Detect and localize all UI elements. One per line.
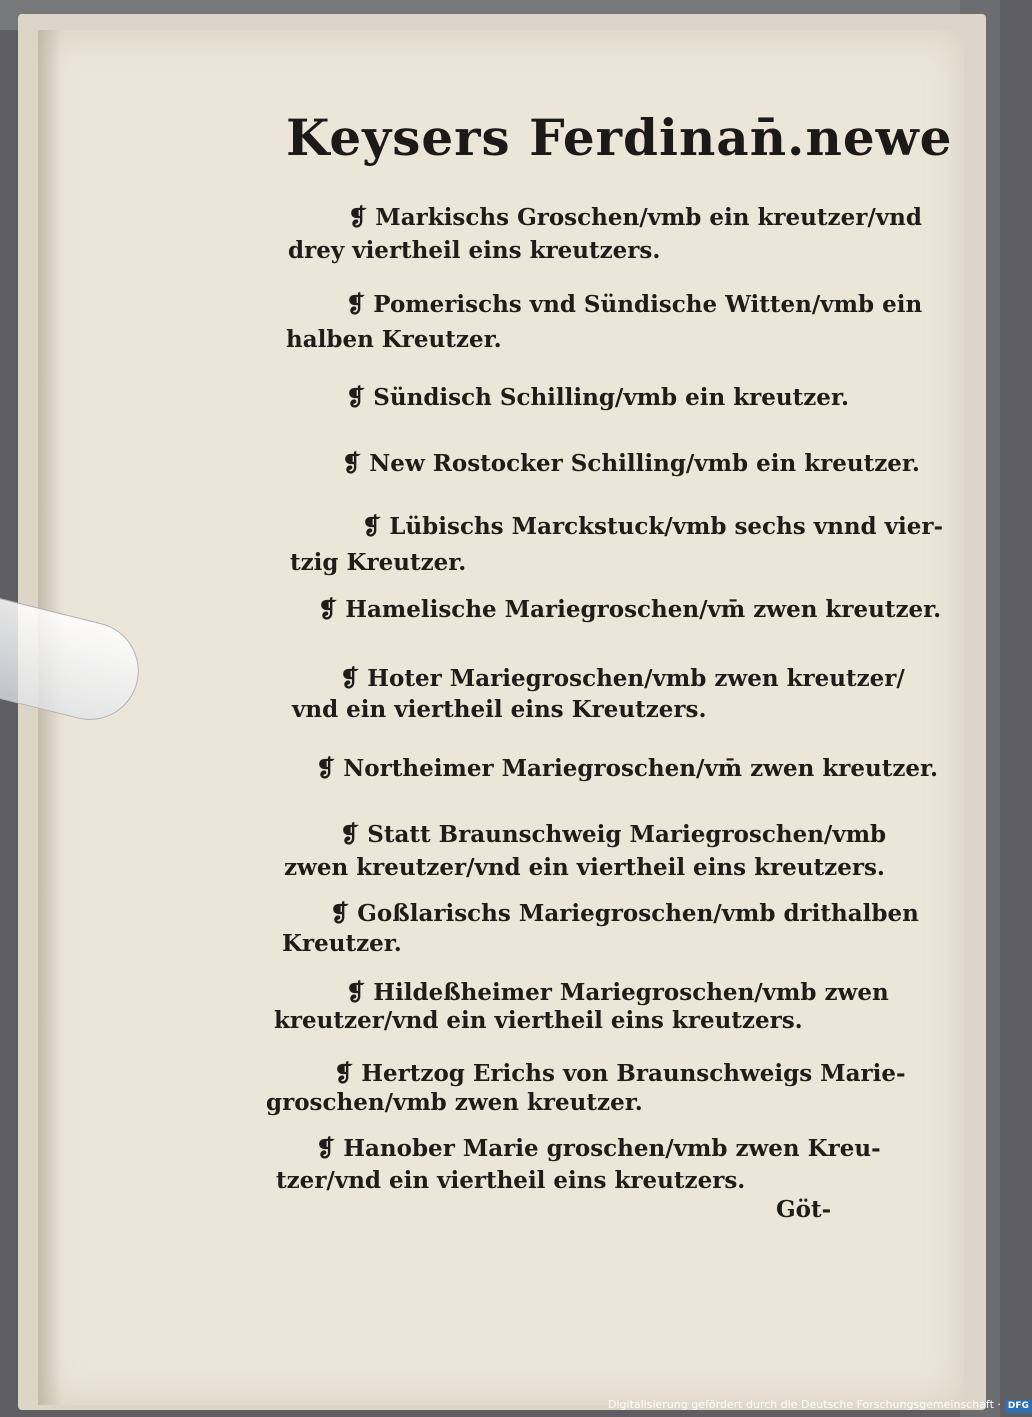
entry-text: Northeimer Mariegroschen/vm̄ zwen kreutzer.	[343, 755, 939, 782]
entry-text: Lübischs Marckstuck/vmb sechs vnnd vier-	[389, 513, 944, 540]
entry-5-line-1	[362, 509, 943, 545]
entry-text: Statt Braunschweig Mariegroschen/vmb	[367, 821, 887, 848]
page-heading: Keysers Ferdinan̄.newe	[286, 108, 953, 167]
digitization-footer	[608, 1396, 1029, 1414]
entry-text: Hildeßheimer Mariegroschen/vmb zwen	[373, 979, 889, 1006]
entry-10-line-1	[330, 896, 919, 932]
page-gutter-shadow	[38, 30, 62, 1405]
pilcrow-icon: ❡	[346, 384, 366, 411]
entry-10-line-2: Kreutzer.	[282, 930, 402, 957]
entry-text: Hertzog Erichs von Braunschweigs Marie-	[361, 1060, 906, 1087]
pilcrow-icon: ❡	[340, 821, 360, 848]
pilcrow-icon: ❡	[334, 1060, 354, 1087]
entry-text: Goßlarischs Mariegroschen/vmb drithalben	[357, 900, 919, 927]
pilcrow-icon: ❡	[340, 665, 360, 692]
entry-1-line-1	[348, 200, 922, 236]
entry-text: Hamelische Mariegroschen/vm̄ zwen kreutzer.	[345, 596, 942, 623]
entry-text: Markischs Groschen/vmb ein kreutzer/vnd	[375, 204, 922, 231]
pilcrow-icon: ❡	[346, 979, 366, 1006]
pilcrow-icon: ❡	[348, 204, 368, 231]
entry-text: Pomerischs vnd Sündische Witten/vmb ein	[373, 291, 923, 318]
footer-text: Digitalisierung gefördert durch die Deutsche Forschungsgemeinschaft ·	[608, 1398, 1001, 1411]
entry-5-line-2: tzig Kreutzer.	[290, 549, 467, 576]
entry-9-line-2: zwen kreutzer/vnd ein viertheil eins kreutzers.	[284, 854, 885, 881]
entry-8-line-1	[316, 751, 938, 787]
entry-2-line-1	[346, 287, 922, 323]
entry-4-line-1	[342, 446, 920, 482]
entry-1-line-2: drey viertheil eins kreutzers.	[288, 237, 661, 264]
pilcrow-icon: ❡	[362, 513, 382, 540]
entry-7-line-2: vnd ein viertheil eins Kreutzers.	[292, 696, 707, 723]
catchword: Göt-	[776, 1196, 832, 1223]
entry-13-line-1	[316, 1131, 881, 1167]
pilcrow-icon: ❡	[318, 596, 338, 623]
entry-text: Hanober Marie groschen/vmb zwen Kreu-	[343, 1135, 881, 1162]
entry-3-line-1	[346, 380, 849, 416]
pilcrow-icon: ❡	[316, 1135, 336, 1162]
entry-2-line-2: halben Kreutzer.	[286, 326, 502, 353]
pilcrow-icon: ❡	[342, 450, 362, 477]
entry-13-line-2: tzer/vnd ein viertheil eins kreutzers.	[276, 1167, 746, 1194]
pilcrow-icon: ❡	[330, 900, 350, 927]
dfg-logo: DFG	[1005, 1400, 1032, 1413]
entry-9-line-1	[340, 817, 886, 853]
entry-6-line-1	[318, 592, 941, 628]
entry-text: New Rostocker Schilling/vmb ein kreutzer.	[369, 450, 920, 477]
pilcrow-icon: ❡	[316, 755, 336, 782]
entry-text: Hoter Mariegroschen/vmb zwen kreutzer/	[367, 665, 905, 692]
pilcrow-icon: ❡	[346, 291, 366, 318]
entry-12-line-2: groschen/vmb zwen kreutzer.	[266, 1089, 643, 1116]
entry-text: Sündisch Schilling/vmb ein kreutzer.	[373, 384, 849, 411]
entry-11-line-2: kreutzer/vnd ein viertheil eins kreutzers.	[274, 1007, 803, 1034]
